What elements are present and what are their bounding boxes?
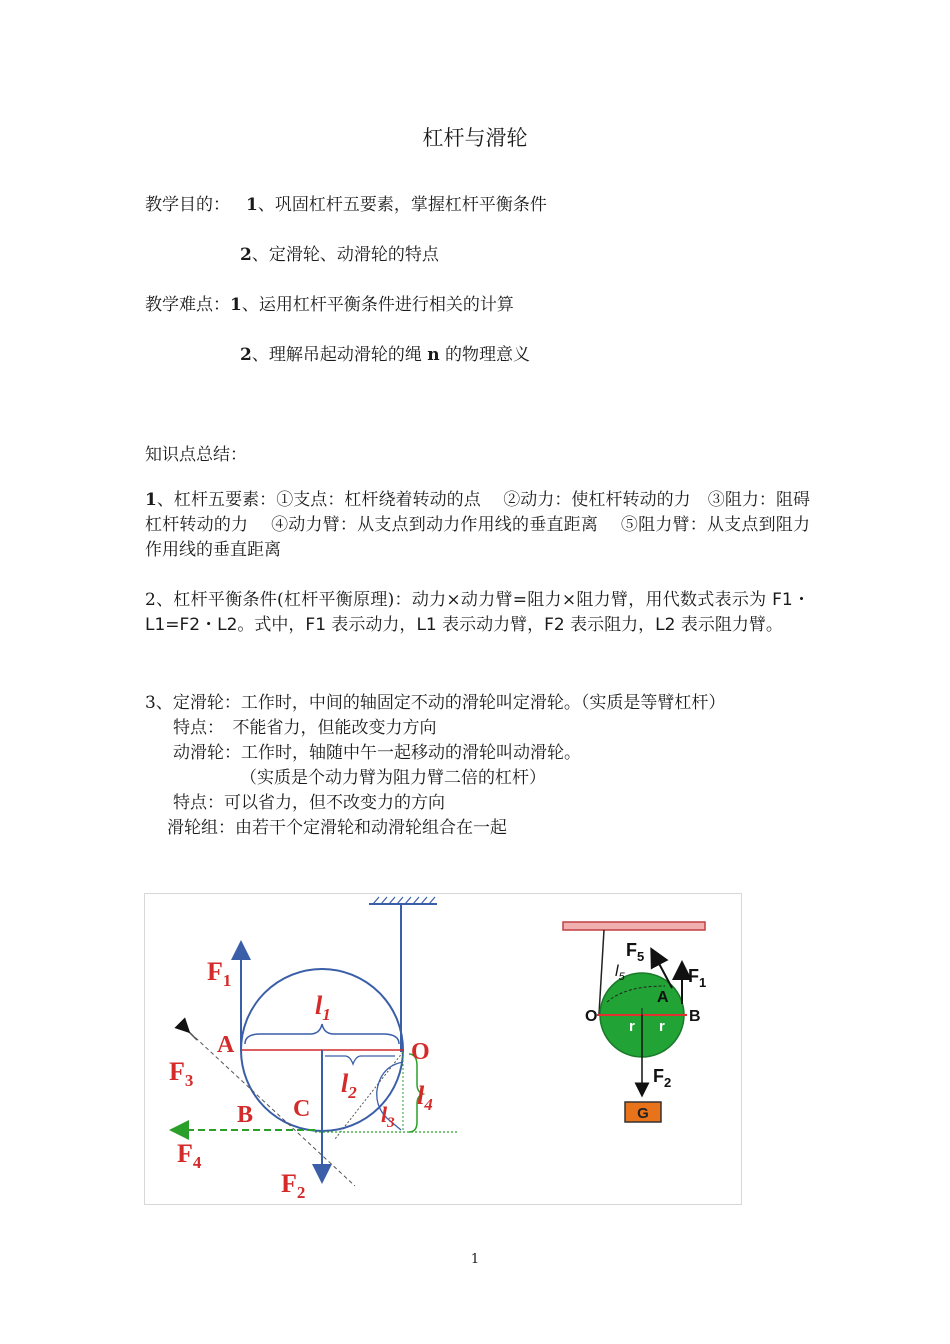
f3-line-of-action	[185, 1028, 355, 1186]
label-r-right: r	[659, 1018, 665, 1035]
section-2-l2: L2	[655, 615, 676, 635]
difficulty-text-2b: 的物理意义	[439, 345, 531, 365]
label-f2-right: $F_2$	[653, 1066, 672, 1090]
section-2-formula: F1・ L1=F2・L2	[145, 590, 810, 635]
section-2	[145, 588, 810, 638]
section-2-text-d: 表示动力臂，	[436, 615, 545, 635]
objective-num-2: 2	[240, 245, 252, 265]
difficulty-text-2a: 、理解吊起动滑轮的绳	[251, 345, 428, 365]
section-3-line-2: 特点： 不能省力，但能改变力方向	[173, 718, 437, 738]
label-l5: $l_5$	[615, 963, 625, 983]
difficulty-num-2: 2	[240, 345, 252, 365]
label-o: O	[411, 1039, 430, 1065]
right-pulley-diagram	[563, 922, 706, 1122]
section-2-text-a: 2、杠杆平衡条件(杠杆平衡原理)：动力×动力臂=阻力×阻力臂，用代数式表示为	[145, 590, 773, 610]
objective-text-1: 、巩固杠杆五要素，掌握杠杆平衡条件	[257, 195, 547, 215]
lever-pulley-figure	[144, 893, 742, 1205]
l2-brace	[325, 1056, 395, 1064]
section-2-text-e: 表示阻力，	[564, 615, 656, 635]
difficulty-num-1: 1	[230, 295, 242, 315]
objectives-line-2	[240, 240, 439, 265]
objective-text-2: 、定滑轮、动滑轮的特点	[251, 245, 439, 265]
difficulties-line-2	[240, 340, 530, 365]
label-a-right: A	[657, 989, 669, 1006]
section-1	[145, 488, 810, 563]
label-f4: $F_4$	[177, 1139, 202, 1172]
label-o-right: O	[585, 1008, 598, 1025]
section-2-text-b: 。式中，	[237, 615, 306, 635]
figure-svg	[145, 894, 741, 1204]
difficulty-n: n	[427, 345, 440, 365]
section-2-f2: F2	[544, 615, 565, 635]
page-title: 杠杆与滑轮	[422, 126, 528, 150]
objective-num-1: 1	[246, 195, 258, 215]
section-2-text-c: 表示动力，	[326, 615, 417, 635]
label-f5: $F_5$	[626, 940, 645, 964]
section-2-text-f: 表示阻力臂。	[675, 615, 783, 635]
label-c: C	[293, 1096, 311, 1122]
section-1-num: 1	[145, 490, 157, 510]
label-l4: $l_4$	[417, 1081, 433, 1114]
difficulty-text-1: 、运用杠杆平衡条件进行相关的计算	[241, 295, 514, 315]
l1-brace	[245, 1024, 399, 1044]
section-1-text: 、杠杆五要素：①支点：杠杆绕着转动的点 ②动力：使杠杆转动的力 ③阻力：阻碍杠杆转动的力 ④动力臂：从支点到动力作用线的垂直距离 ⑤阻力臂：从支点到阻力作用线的垂直距离	[145, 490, 810, 560]
section-3-line-1: 3、定滑轮：工作时，中间的轴固定不动的滑轮叫定滑轮。（实质是等臂杠杆）	[145, 693, 726, 713]
label-l1: $l_1$	[315, 991, 331, 1024]
objectives-label: 教学目的：	[145, 195, 230, 215]
f3-arrow	[185, 1028, 197, 1040]
label-f2: $F_2$	[281, 1169, 306, 1202]
page-number: 1	[470, 1252, 480, 1267]
label-l2: $l_2$	[341, 1069, 357, 1102]
label-b-right: B	[689, 1008, 701, 1025]
objectives-line-1	[145, 190, 547, 215]
label-l3: $l_3$	[381, 1102, 395, 1131]
section-2-l1: L1	[416, 615, 437, 635]
difficulties-label: 教学难点：	[145, 295, 230, 315]
difficulties-line-1	[145, 290, 514, 315]
label-f3: $F_3$	[169, 1057, 194, 1090]
label-f1-right: $F_1$	[688, 966, 707, 990]
ceiling-hatch	[369, 897, 437, 904]
section-3-line-4: （实质是个动力臂为阻力臂二倍的杠杆）	[240, 768, 546, 788]
section-3-line-6: 滑轮组：由若干个定滑轮和动滑轮组合在一起	[167, 818, 507, 838]
section-2-f1: F1	[305, 615, 327, 635]
ceiling-bar	[563, 922, 705, 930]
label-r-left: r	[629, 1018, 635, 1035]
label-b: B	[237, 1102, 254, 1128]
section-3-line-3: 动滑轮：工作时，轴随中午一起移动的滑轮叫动滑轮。	[173, 743, 581, 763]
label-f1: $F_1$	[207, 957, 232, 990]
label-a: A	[217, 1032, 235, 1058]
section-3-line-5: 特点：可以省力，但不改变力的方向	[173, 793, 445, 813]
summary-heading: 知识点总结：	[145, 445, 247, 465]
label-g: G	[637, 1105, 649, 1122]
left-lever-diagram	[169, 897, 457, 1202]
